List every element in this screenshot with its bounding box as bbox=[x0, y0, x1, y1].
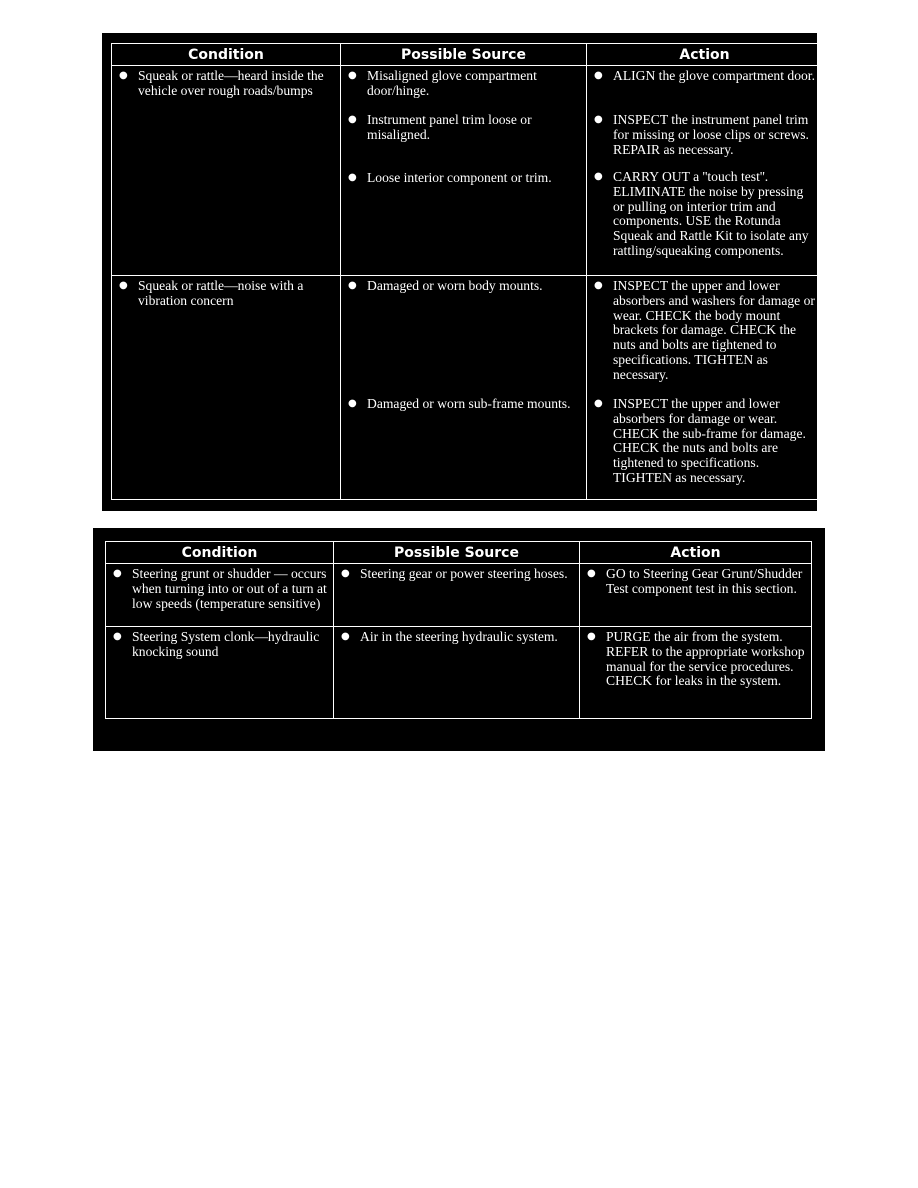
table-row bbox=[112, 66, 823, 276]
bullet-icon: ● bbox=[594, 70, 603, 81]
diagnosis-panel-squeak-rattle bbox=[102, 33, 817, 511]
action-cell bbox=[587, 66, 823, 276]
bullet-icon: ● bbox=[119, 280, 128, 291]
bullet-icon: ● bbox=[594, 398, 603, 409]
bullet-icon: ● bbox=[348, 172, 357, 183]
source-text: Instrument panel trim loose or misaligned. bbox=[367, 112, 532, 142]
source-cell bbox=[341, 66, 587, 276]
action-text: ALIGN the glove compartment door. bbox=[613, 68, 815, 83]
bullet-icon: ● bbox=[119, 70, 128, 81]
header-action: Action bbox=[580, 542, 812, 564]
action-text: INSPECT the instrument panel trim for missing or loose clips or screws. REPAIR as necessary. bbox=[613, 112, 809, 157]
source-text: Steering gear or power steering hoses. bbox=[360, 566, 568, 581]
bullet-icon: ● bbox=[341, 631, 350, 642]
bullet-icon: ● bbox=[348, 280, 357, 291]
header-condition: Condition bbox=[112, 44, 341, 66]
action-text: INSPECT the upper and lower absorbers for damage or wear. CHECK the sub-frame for damage. CHECK the nuts and bolts are tightened to specifications. TIGHTEN as necessary. bbox=[613, 396, 806, 485]
table-row bbox=[106, 627, 812, 719]
source-text: Air in the steering hydraulic system. bbox=[360, 629, 558, 644]
table-row bbox=[112, 276, 823, 500]
source-cell bbox=[334, 564, 580, 627]
bullet-icon: ● bbox=[341, 568, 350, 579]
source-cell bbox=[334, 627, 580, 719]
diagnosis-table-1 bbox=[111, 43, 823, 500]
condition-text: Squeak or rattle—heard inside the vehicle over rough roads/bumps bbox=[138, 68, 324, 98]
condition-text: Steering System clonk—hydraulic knocking sound bbox=[132, 629, 320, 659]
bullet-icon: ● bbox=[587, 568, 596, 579]
bullet-icon: ● bbox=[594, 171, 603, 182]
diagnosis-table-2 bbox=[105, 541, 812, 719]
condition-cell bbox=[106, 564, 334, 627]
action-text: GO to Steering Gear Grunt/Shudder Test component test in this section. bbox=[606, 566, 803, 596]
bullet-icon: ● bbox=[594, 280, 603, 291]
header-condition: Condition bbox=[106, 542, 334, 564]
header-possible-source: Possible Source bbox=[334, 542, 580, 564]
condition-cell bbox=[106, 627, 334, 719]
bullet-icon: ● bbox=[113, 631, 122, 642]
bullet-icon: ● bbox=[587, 631, 596, 642]
header-action: Action bbox=[587, 44, 823, 66]
action-cell bbox=[580, 627, 812, 719]
diagnosis-panel-steering bbox=[93, 528, 825, 751]
bullet-icon: ● bbox=[348, 114, 357, 125]
action-cell bbox=[580, 564, 812, 627]
table-row bbox=[106, 564, 812, 627]
bullet-icon: ● bbox=[348, 70, 357, 81]
bullet-icon: ● bbox=[113, 568, 122, 579]
condition-text: Squeak or rattle—noise with a vibration concern bbox=[138, 278, 304, 308]
header-possible-source: Possible Source bbox=[341, 44, 587, 66]
action-text: PURGE the air from the system. REFER to the appropriate workshop manual for the service procedures. CHECK for leaks in the system. bbox=[606, 629, 805, 689]
source-text: Damaged or worn body mounts. bbox=[367, 278, 543, 293]
source-cell bbox=[341, 276, 587, 500]
bullet-icon: ● bbox=[594, 114, 603, 125]
source-text: Misaligned glove compartment door/hinge. bbox=[367, 68, 537, 98]
bullet-icon: ● bbox=[348, 398, 357, 409]
condition-cell bbox=[112, 66, 341, 276]
action-cell bbox=[587, 276, 823, 500]
source-text: Loose interior component or trim. bbox=[367, 170, 552, 185]
condition-text: Steering grunt or shudder — occurs when turning into or out of a turn at low speeds (temperature sensitive) bbox=[132, 566, 327, 611]
action-text: INSPECT the upper and lower absorbers and washers for damage or wear. CHECK the body mount brackets for damage. CHECK the nuts and bolts are tightened to specifications. TIGHTEN as necessary. bbox=[613, 278, 815, 382]
condition-cell bbox=[112, 276, 341, 500]
source-text: Damaged or worn sub-frame mounts. bbox=[367, 396, 571, 411]
action-text: CARRY OUT a ''touch test''. ELIMINATE the noise by pressing or pulling on interior trim and components. USE the Rotunda Squeak and Rattle Kit to isolate any rattling/squeaking components. bbox=[613, 169, 809, 258]
